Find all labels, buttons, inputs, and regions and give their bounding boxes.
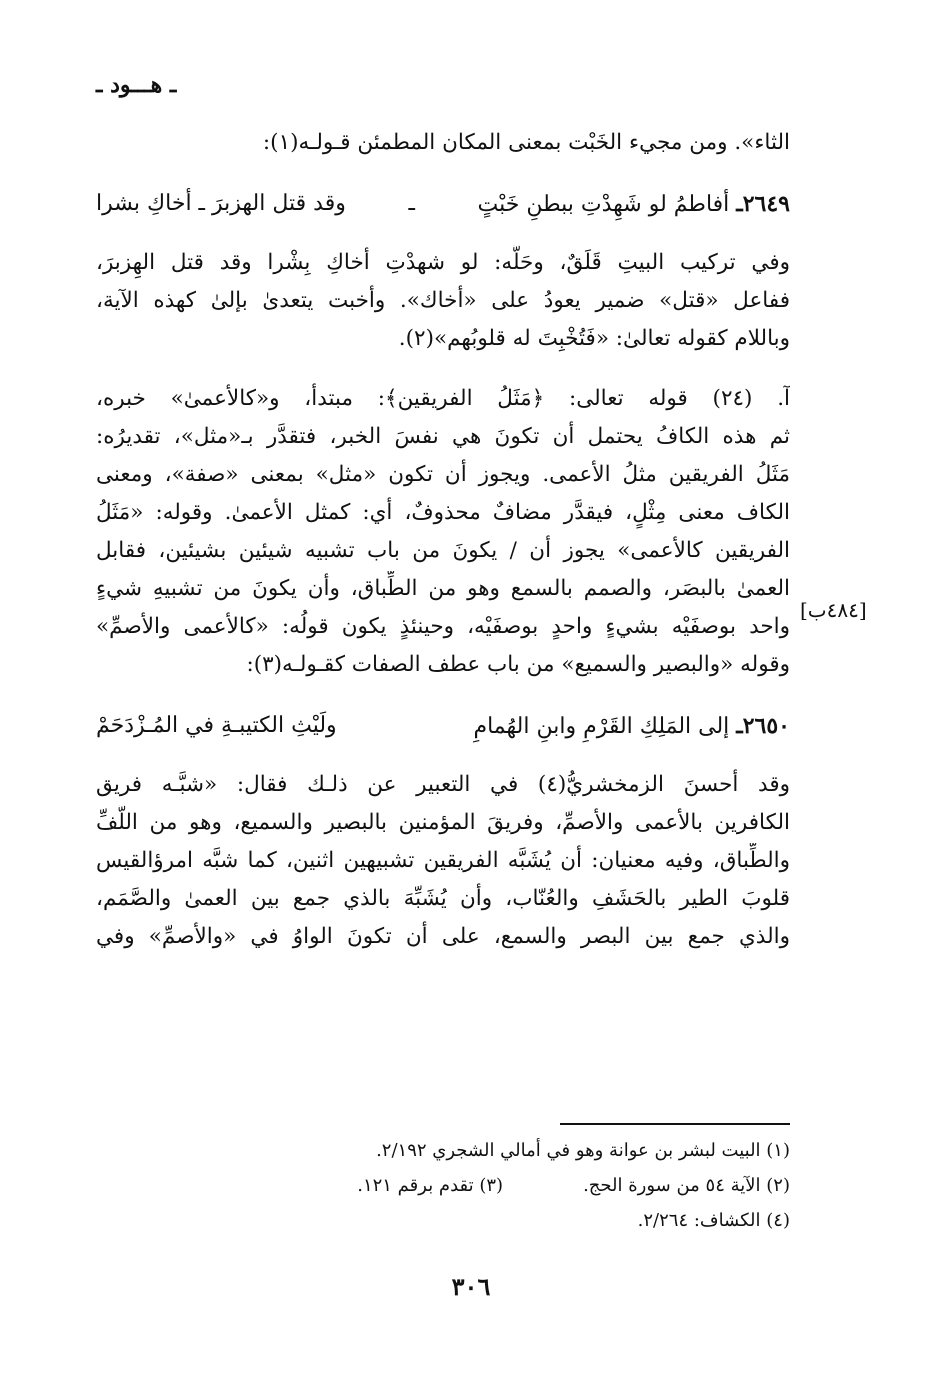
footnote-row bbox=[96, 1203, 790, 1238]
footnote-2: (٢) الآية ٥٤ من سورة الحج. bbox=[583, 1175, 790, 1196]
text-line: ثم هذه الكافُ يحتمل أن تكونَ هي نفسَ الخبر، فتقدَّر بـ«مثل»، تقديرُه: bbox=[96, 424, 790, 449]
main-text bbox=[96, 125, 790, 957]
text-line: الفريقين كالأعمى» يجوز أن / يكونَ من باب تشبيه شيئين بشيئين، فقابل bbox=[96, 538, 790, 563]
verse-first-half bbox=[478, 185, 790, 223]
text-line: مَثَلُ الفريقين مثلُ الأعمى. ويجوز أن تكون «مثل» بمعنى «صفة»، ومعنى bbox=[96, 462, 790, 487]
text-line: ففاعل «قتل» ضمير يعودُ على «أخاك». وأخبت يتعدىٰ بإلىٰ كهذه الآية، bbox=[96, 288, 790, 313]
text-line: واحد بوصفَيْه بشيءٍ واحدٍ بوصفَيْه، وحينئذٍ يكون قولُه: «كالأعمى والأصمِّ» bbox=[96, 614, 790, 639]
page-number: ٣٠٦ bbox=[451, 1272, 491, 1301]
footnotes bbox=[96, 1133, 790, 1238]
footnote-row bbox=[96, 1168, 790, 1203]
footnote-4: (٤) الكشاف: ٢/٢٦٤. bbox=[637, 1210, 790, 1231]
footnote-3: (٣) تقدم برقم ١٢١. bbox=[357, 1175, 504, 1196]
text-line: الثاء». ومن مجيء الخَبْت بمعنى المكان المطمئن قـولـه(١): bbox=[262, 130, 790, 155]
verse-separator: ـ bbox=[408, 191, 415, 216]
running-header: ـ هـــود ـ bbox=[96, 72, 177, 98]
verse-2649 bbox=[96, 185, 790, 223]
verse-second-half: وقد قتل الهزبرَ ـ أخاكِ بشرا bbox=[96, 191, 346, 216]
text-line: والطِّباق، وفيه معنيان: أن يُشَبَّه الفريقين تشبيهين اثنين، كما شبَّه امرؤالقيس bbox=[96, 848, 790, 873]
text-line: الكافرين بالأعمى والأصمِّ، وفريقَ المؤمنين بالبصير والسميع، وهو من اللَّفِّ bbox=[96, 810, 790, 835]
verse-2650 bbox=[96, 707, 790, 745]
text-line: والذي جمع بين البصر والسمع، على أن تكونَ الواوُ في «والأصمِّ» وفي bbox=[96, 924, 790, 949]
text-line: وقوله «والبصير والسميع» من باب عطف الصفات كقـولـه(٣): bbox=[246, 652, 790, 677]
text-line: الكاف معنى مِثْلٍ، فيقدَّر مضافٌ محذوفٌ، أي: كمثل الأعمىٰ. وقوله: «مَثَلُ bbox=[96, 500, 790, 525]
verse-first-text: إلى المَلِكِ القَرْمِ وابنِ الهُمامِ bbox=[473, 714, 730, 739]
footnote-1: (١) البيت لبشر بن عوانة وهو في أمالي الشجري ٢/١٩٢. bbox=[376, 1140, 790, 1161]
verse-number: ٢٦٥٠ـ bbox=[736, 713, 790, 739]
text-line: وقد أحسنَ الزمخشريُّ(٤) في التعبير عن ذلـك فقال: «شبَّـه فريق bbox=[96, 772, 790, 797]
manuscript-folio-note: [٤٨٤ب] bbox=[800, 598, 867, 622]
text-line: وباللام كقوله تعالىٰ: «فَتُخْبِتَ له قلوبُهم»(٢). bbox=[398, 326, 790, 351]
text-line: وفي تركيب البيتِ قَلَقٌ، وحَلُّه: لو شهدْتِ أخاكِ بِشْرا وقد قتل الهِزبرَ، bbox=[96, 250, 790, 275]
verse-first-text: أفاطمُ لو شَهِدْتِ ببطنِ خَبْتٍ bbox=[477, 192, 730, 217]
text-line: العمىٰ بالبصَر، والصمم بالسمع وهو من الطِّباق، وأن يكونَ من تشبيهِ شيءٍ bbox=[96, 576, 790, 601]
verse-second-half: ولَيْثِ الكتيبـةِ في المُـزْدَحَمْ bbox=[96, 713, 337, 738]
text-line: قلوبَ الطير بالحَشَفِ والعُنّاب، وأن يُشَبِّهَ بالذي جمع بين العمىٰ والصَّمَم، bbox=[96, 886, 790, 911]
footnote-row bbox=[96, 1133, 790, 1168]
verse-first-half bbox=[473, 707, 790, 745]
verse-number: ٢٦٤٩ـ bbox=[736, 191, 790, 217]
text-line: آ. (٢٤) قوله تعالى: ﴿مَثَلُ الفريقين﴾: مبتدأ، و«كالأعمىٰ» خبره، bbox=[96, 386, 790, 411]
footnote-divider bbox=[560, 1123, 790, 1125]
